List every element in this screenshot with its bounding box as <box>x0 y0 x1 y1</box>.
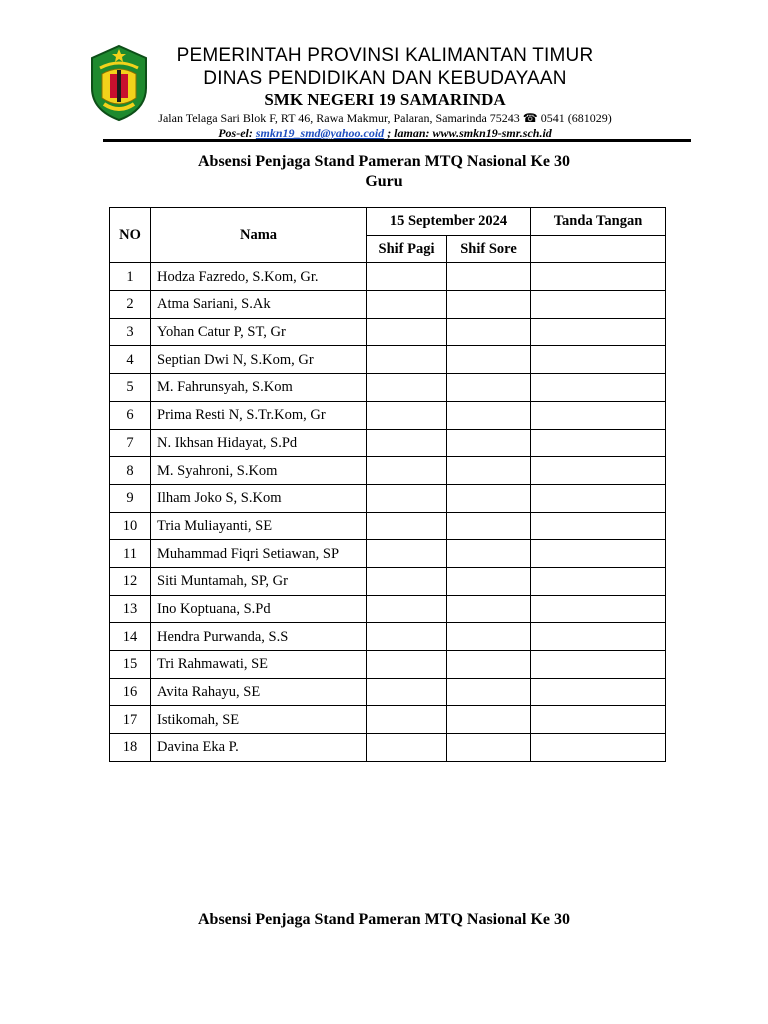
cell-signature <box>531 374 666 402</box>
cell-shift-sore <box>447 318 531 346</box>
table-row <box>110 540 666 568</box>
row-number: 18 <box>110 734 151 762</box>
cell-shift-sore <box>447 623 531 651</box>
row-name: M. Fahrunsyah, S.Kom <box>151 374 367 402</box>
cell-shift-sore <box>447 401 531 429</box>
school-name: SMK NEGERI 19 SAMARINDA <box>264 90 506 109</box>
row-name: Atma Sariani, S.Ak <box>151 291 367 319</box>
table-row <box>110 457 666 485</box>
cell-shift-sore <box>447 374 531 402</box>
cell-signature <box>531 291 666 319</box>
table-row <box>110 346 666 374</box>
row-name: Ilham Joko S, S.Kom <box>151 484 367 512</box>
table-row <box>110 429 666 457</box>
table-row <box>110 512 666 540</box>
cell-shift-pagi <box>367 484 447 512</box>
table-row <box>110 706 666 734</box>
row-number: 13 <box>110 595 151 623</box>
table-row <box>110 734 666 762</box>
table-row <box>110 651 666 679</box>
row-name: Tria Muliayanti, SE <box>151 512 367 540</box>
attendance-table <box>109 207 666 762</box>
cell-shift-pagi <box>367 595 447 623</box>
cell-signature <box>531 651 666 679</box>
cell-shift-sore <box>447 567 531 595</box>
row-number: 11 <box>110 540 151 568</box>
table-row <box>110 678 666 706</box>
header-date: 15 September 2024 <box>367 208 531 236</box>
cell-shift-pagi <box>367 374 447 402</box>
table-row <box>110 595 666 623</box>
row-name: Septian Dwi N, S.Kom, Gr <box>151 346 367 374</box>
letterhead-line-1: PEMERINTAH PROVINSI KALIMANTAN TIMUR <box>176 45 594 66</box>
cell-signature <box>531 401 666 429</box>
cell-shift-sore <box>447 484 531 512</box>
cell-shift-sore <box>447 429 531 457</box>
header-nama: Nama <box>151 208 367 263</box>
cell-shift-pagi <box>367 429 447 457</box>
cell-shift-sore <box>447 678 531 706</box>
cell-signature <box>531 734 666 762</box>
cell-shift-pagi <box>367 318 447 346</box>
cell-shift-pagi <box>367 734 447 762</box>
school-address: Jalan Telaga Sari Blok F, RT 46, Rawa Makmur, Palaran, Samarinda 75243 ☎ 0541 (681029) <box>158 111 612 125</box>
row-name: Yohan Catur P, ST, Gr <box>151 318 367 346</box>
table-row <box>110 374 666 402</box>
cell-shift-pagi <box>367 651 447 679</box>
table-row <box>110 623 666 651</box>
letterhead-line-2: DINAS PENDIDIKAN DAN KEBUDAYAAN <box>203 68 567 89</box>
table-header-row <box>110 208 666 236</box>
cell-signature <box>531 457 666 485</box>
row-name: Prima Resti N, S.Tr.Kom, Gr <box>151 401 367 429</box>
cell-shift-sore <box>447 291 531 319</box>
row-number: 5 <box>110 374 151 402</box>
cell-signature <box>531 318 666 346</box>
row-number: 15 <box>110 651 151 679</box>
header-signature-blank <box>531 235 666 263</box>
row-number: 6 <box>110 401 151 429</box>
cell-shift-pagi <box>367 623 447 651</box>
cell-shift-pagi <box>367 457 447 485</box>
cell-signature <box>531 540 666 568</box>
cell-shift-sore <box>447 706 531 734</box>
cell-shift-sore <box>447 595 531 623</box>
cell-shift-pagi <box>367 706 447 734</box>
cell-shift-sore <box>447 457 531 485</box>
row-name: Hodza Fazredo, S.Kom, Gr. <box>151 263 367 291</box>
row-number: 8 <box>110 457 151 485</box>
cell-signature <box>531 429 666 457</box>
row-number: 10 <box>110 512 151 540</box>
header-signature: Tanda Tangan <box>531 208 666 236</box>
table-row <box>110 318 666 346</box>
row-number: 16 <box>110 678 151 706</box>
table-row <box>110 263 666 291</box>
cell-signature <box>531 595 666 623</box>
email-label: Pos-el: <box>218 126 253 140</box>
page-title-repeat: Absensi Penjaga Stand Pameran MTQ Nasional Ke 30 <box>197 911 570 928</box>
cell-signature <box>531 263 666 291</box>
row-name: Hendra Purwanda, S.S <box>151 623 367 651</box>
email-link[interactable]: smkn19_smd@yahoo.coid <box>255 126 385 140</box>
row-name: Istikomah, SE <box>151 706 367 734</box>
cell-shift-pagi <box>367 291 447 319</box>
cell-signature <box>531 706 666 734</box>
row-number: 1 <box>110 263 151 291</box>
cell-shift-pagi <box>367 263 447 291</box>
cell-shift-pagi <box>367 540 447 568</box>
row-name: Siti Muntamah, SP, Gr <box>151 567 367 595</box>
row-number: 14 <box>110 623 151 651</box>
cell-shift-pagi <box>367 401 447 429</box>
cell-shift-pagi <box>367 678 447 706</box>
row-name: Ino Koptuana, S.Pd <box>151 595 367 623</box>
cell-shift-pagi <box>367 567 447 595</box>
row-number: 4 <box>110 346 151 374</box>
table-row <box>110 567 666 595</box>
cell-shift-sore <box>447 346 531 374</box>
page-title: Absensi Penjaga Stand Pameran MTQ Nasional Ke 30 <box>197 153 570 170</box>
cell-shift-sore <box>447 263 531 291</box>
cell-signature <box>531 678 666 706</box>
table-row <box>110 401 666 429</box>
letterhead <box>130 44 640 140</box>
header-no: NO <box>110 208 151 263</box>
cell-shift-pagi <box>367 346 447 374</box>
row-number: 9 <box>110 484 151 512</box>
cell-shift-sore <box>447 512 531 540</box>
page-subtitle: Guru <box>365 173 403 190</box>
row-number: 7 <box>110 429 151 457</box>
cell-shift-sore <box>447 540 531 568</box>
cell-shift-pagi <box>367 512 447 540</box>
cell-shift-sore <box>447 734 531 762</box>
cell-signature <box>531 623 666 651</box>
header-shift-sore: Shif Sore <box>447 235 531 263</box>
website-text: ; laman: www.smkn19-smr.sch.id <box>387 126 552 140</box>
cell-signature <box>531 484 666 512</box>
row-name: Tri Rahmawati, SE <box>151 651 367 679</box>
table-row <box>110 291 666 319</box>
header-shift-pagi: Shif Pagi <box>367 235 447 263</box>
row-number: 2 <box>110 291 151 319</box>
table-row <box>110 484 666 512</box>
row-number: 17 <box>110 706 151 734</box>
letterhead-divider <box>103 139 691 142</box>
row-name: Muhammad Fiqri Setiawan, SP <box>151 540 367 568</box>
cell-signature <box>531 567 666 595</box>
row-name: N. Ikhsan Hidayat, S.Pd <box>151 429 367 457</box>
cell-shift-sore <box>447 651 531 679</box>
row-number: 12 <box>110 567 151 595</box>
row-name: Avita Rahayu, SE <box>151 678 367 706</box>
cell-signature <box>531 512 666 540</box>
row-name: Davina Eka P. <box>151 734 367 762</box>
contact-line <box>130 126 640 140</box>
cell-signature <box>531 346 666 374</box>
row-name: M. Syahroni, S.Kom <box>151 457 367 485</box>
row-number: 3 <box>110 318 151 346</box>
